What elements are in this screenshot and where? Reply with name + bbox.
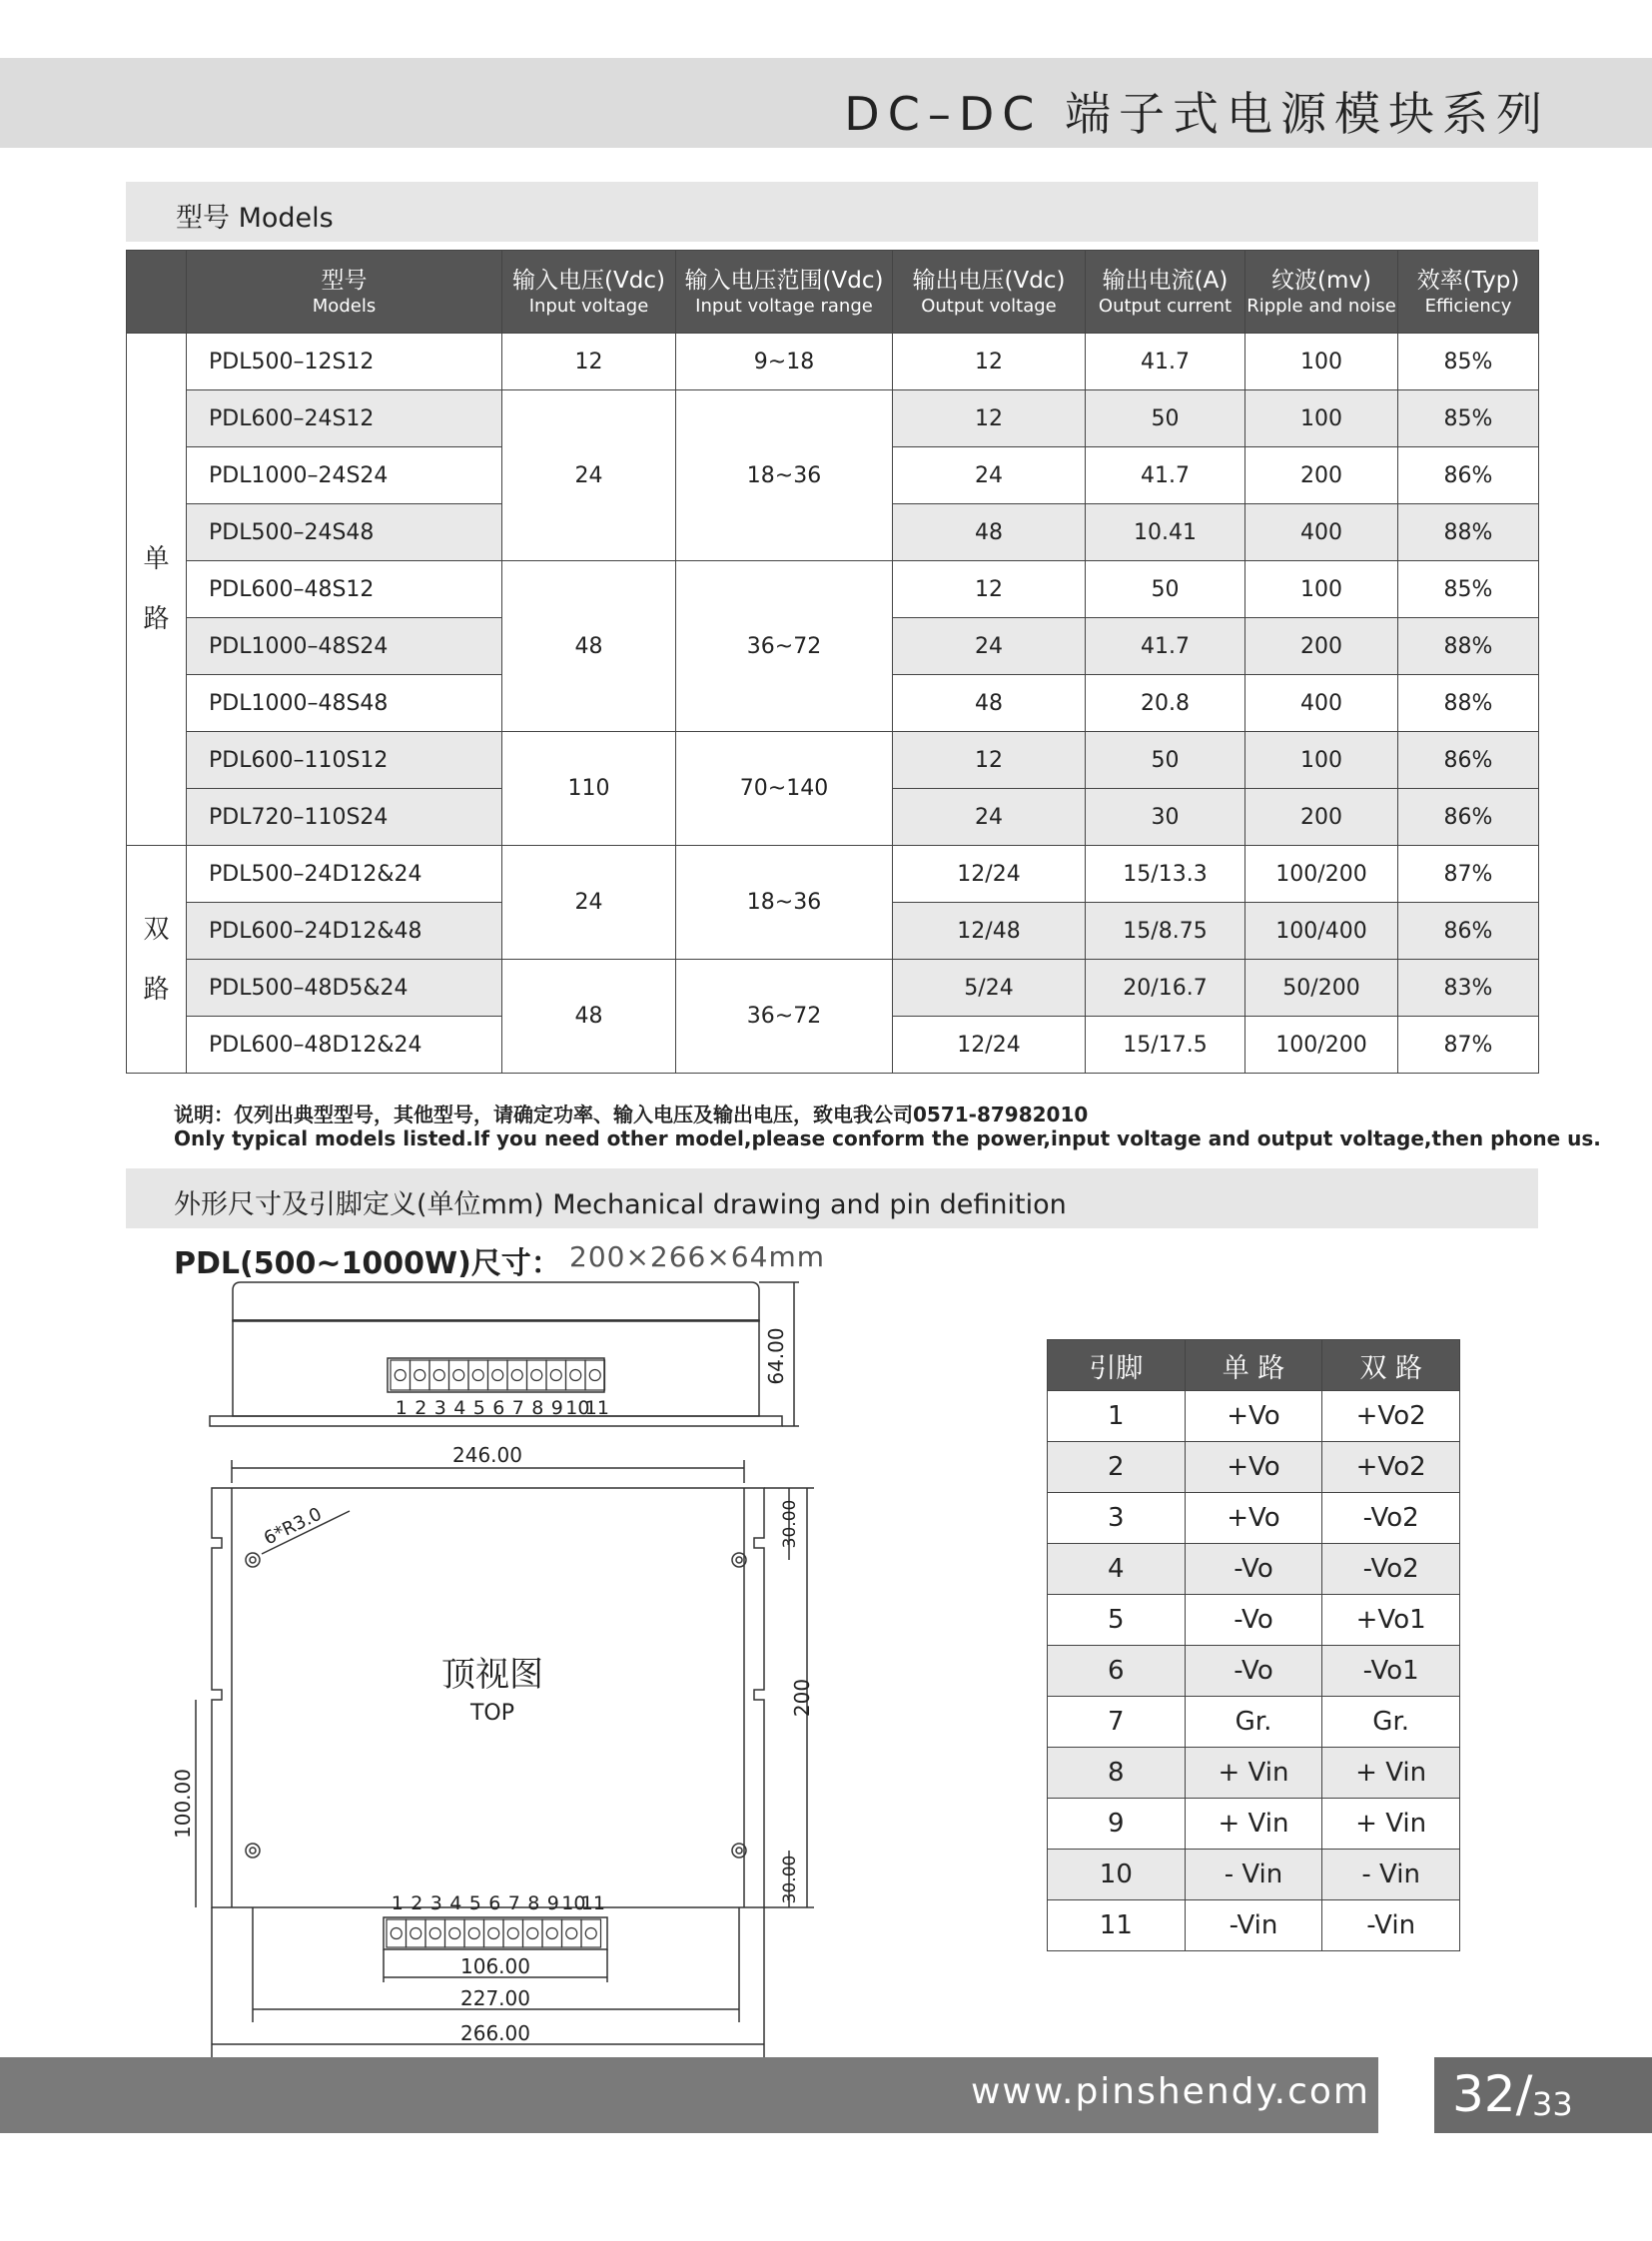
pin-circle xyxy=(507,1928,518,1939)
pin-number-label: 4 xyxy=(449,1892,462,1914)
pin-number-label: 11 xyxy=(580,1892,605,1914)
pin-cell xyxy=(468,1360,488,1390)
pin-row xyxy=(1048,1391,1460,1442)
pin-number-cell: 11 xyxy=(1048,1900,1186,1951)
single-cell: Gr. xyxy=(1185,1697,1322,1748)
vout-cell: 24 xyxy=(893,789,1086,846)
pin-number-label: 3 xyxy=(433,1397,446,1419)
group-dual: 双 路 xyxy=(127,846,187,1074)
dim-64-label: 64.00 xyxy=(764,1327,788,1385)
models-section-label: 型号 Models xyxy=(176,203,334,234)
eff-cell: 86% xyxy=(1398,732,1539,789)
single-cell: + Vin xyxy=(1185,1799,1322,1850)
pin-circle xyxy=(449,1928,460,1939)
pin-cell xyxy=(585,1360,605,1390)
pin-number-label: 7 xyxy=(507,1892,520,1914)
ripple-cell: 100/400 xyxy=(1245,903,1398,960)
ripple-cell: 50/200 xyxy=(1245,960,1398,1017)
header-input-range: 输入电压范围(Vdc) Input voltage range xyxy=(676,251,893,334)
pin-cell xyxy=(391,1360,411,1390)
hole-label: 6*R3.0 xyxy=(260,1503,326,1550)
pin-row xyxy=(1048,1748,1460,1799)
pin-number-cell: 2 xyxy=(1048,1442,1186,1493)
bottom-pin-terminals xyxy=(387,1919,601,1947)
range-cell: 18~36 xyxy=(676,390,893,561)
iout-cell: 50 xyxy=(1086,561,1245,618)
ripple-cell: 200 xyxy=(1245,447,1398,504)
dim-30-top-label: 30.00 xyxy=(780,1499,800,1549)
model-cell: PDL500–12S12 xyxy=(187,334,502,390)
pin-circle xyxy=(472,1370,483,1381)
dual-cell: -Vin xyxy=(1322,1900,1460,1951)
table-row xyxy=(127,390,1539,447)
vin-cell: 24 xyxy=(502,390,676,561)
vout-cell: 24 xyxy=(893,447,1086,504)
top-view-outline xyxy=(212,1488,764,1907)
iout-cell: 15/17.5 xyxy=(1086,1017,1245,1074)
model-cell: PDL500–24S48 xyxy=(187,504,502,561)
pin-number-label: 6 xyxy=(488,1892,501,1914)
bottom-terminal-block xyxy=(384,1917,607,1949)
pin-number-label: 6 xyxy=(492,1397,505,1419)
eff-cell: 85% xyxy=(1398,561,1539,618)
group-single: 单 路 xyxy=(127,334,187,846)
iout-cell: 50 xyxy=(1086,390,1245,447)
range-cell: 9~18 xyxy=(676,334,893,390)
pin-circle xyxy=(492,1370,503,1381)
mechanical-drawing xyxy=(0,1268,899,2057)
pin-number-cell: 10 xyxy=(1048,1850,1186,1900)
page-number-box xyxy=(1434,2057,1652,2133)
pin-number-label: 7 xyxy=(511,1397,524,1419)
eff-cell: 85% xyxy=(1398,334,1539,390)
footer-url: www.pinshendy.com xyxy=(970,2071,1370,2112)
single-header: 单 路 xyxy=(1185,1340,1322,1391)
pin-cell xyxy=(542,1919,562,1947)
iout-cell: 15/8.75 xyxy=(1086,903,1245,960)
pin-cell xyxy=(503,1919,523,1947)
dual-cell: + Vin xyxy=(1322,1799,1460,1850)
mount-hole xyxy=(246,1844,260,1858)
pin-circle xyxy=(511,1370,522,1381)
pin-row xyxy=(1048,1799,1460,1850)
pin-cell xyxy=(484,1919,504,1947)
ripple-cell: 200 xyxy=(1245,789,1398,846)
model-cell: PDL500–24D12&24 xyxy=(187,846,502,903)
pin-cell xyxy=(527,1360,547,1390)
pin-number-label: 11 xyxy=(584,1397,609,1419)
pin-circle xyxy=(550,1370,561,1381)
pin-circle xyxy=(585,1928,596,1939)
pin-number-label: 5 xyxy=(472,1397,485,1419)
eff-cell: 87% xyxy=(1398,846,1539,903)
pin-cell xyxy=(387,1919,407,1947)
models-table xyxy=(126,250,1539,1074)
vin-cell: 110 xyxy=(502,732,676,846)
pin-row xyxy=(1048,1850,1460,1900)
model-cell: PDL600–48D12&24 xyxy=(187,1017,502,1074)
ripple-cell: 100/200 xyxy=(1245,1017,1398,1074)
note-zh: 说明：仅列出典型型号，其他型号，请确定功率、输入电压及输出电压，致电我公司0571-87982010 xyxy=(174,1103,1089,1126)
pin-cell xyxy=(449,1360,469,1390)
single-cell: +Vo xyxy=(1185,1493,1322,1544)
pin-cell xyxy=(546,1360,566,1390)
model-cell: PDL1000–48S24 xyxy=(187,618,502,675)
dim-200-label: 200 xyxy=(790,1678,814,1718)
pin-number-cell: 5 xyxy=(1048,1595,1186,1646)
vout-cell: 12/48 xyxy=(893,903,1086,960)
pin-cell xyxy=(581,1919,601,1947)
pin-circle xyxy=(391,1928,402,1939)
iout-cell: 50 xyxy=(1086,732,1245,789)
model-cell: PDL600–48S12 xyxy=(187,561,502,618)
ripple-cell: 400 xyxy=(1245,675,1398,732)
ripple-cell: 100/200 xyxy=(1245,846,1398,903)
pin-cell xyxy=(445,1919,465,1947)
dim-246-label: 246.00 xyxy=(452,1443,522,1467)
pin-circle xyxy=(453,1370,464,1381)
dimension-title: PDL(500~1000W)尺寸： xyxy=(174,1246,561,1281)
model-cell: PDL500–48D5&24 xyxy=(187,960,502,1017)
dual-cell: - Vin xyxy=(1322,1850,1460,1900)
single-cell: -Vo xyxy=(1185,1544,1322,1595)
ripple-cell: 100 xyxy=(1245,390,1398,447)
pin-cell xyxy=(464,1919,484,1947)
pin-cell xyxy=(425,1919,445,1947)
vout-cell: 12 xyxy=(893,732,1086,789)
pin-circle xyxy=(414,1370,425,1381)
dual-cell: -Vo1 xyxy=(1322,1646,1460,1697)
side-view-top xyxy=(233,1282,759,1320)
pin-number-label: 9 xyxy=(546,1892,559,1914)
dual-cell: + Vin xyxy=(1322,1748,1460,1799)
table-row xyxy=(127,334,1539,390)
pin-number-cell: 1 xyxy=(1048,1391,1186,1442)
model-cell: PDL1000–48S48 xyxy=(187,675,502,732)
top-view-label: 顶视图 xyxy=(441,1655,543,1695)
eff-cell: 87% xyxy=(1398,1017,1539,1074)
table-row xyxy=(127,561,1539,618)
pin-number-cell: 4 xyxy=(1048,1544,1186,1595)
pin-number-cell: 6 xyxy=(1048,1646,1186,1697)
pin-circle xyxy=(546,1928,557,1939)
pin-number-label: 2 xyxy=(414,1397,427,1419)
pin-circle xyxy=(488,1928,499,1939)
range-cell: 70~140 xyxy=(676,732,893,846)
pin-number-label: 1 xyxy=(395,1397,408,1419)
dimension-size: 200×266×64mm xyxy=(569,1240,825,1273)
range-cell: 18~36 xyxy=(676,846,893,960)
pin-number-label: 10 xyxy=(561,1892,586,1914)
table-row xyxy=(127,846,1539,903)
note-en: Only typical models listed.If you need other model,please conform the power,input voltage and output voltage,then phone us. xyxy=(174,1126,1601,1150)
dim-100-label: 100.00 xyxy=(171,1769,195,1839)
pin-header: 引脚 xyxy=(1048,1340,1186,1391)
single-cell: -Vo xyxy=(1185,1595,1322,1646)
single-cell: -Vin xyxy=(1185,1900,1322,1951)
pin-row xyxy=(1048,1646,1460,1697)
eff-cell: 83% xyxy=(1398,960,1539,1017)
pin-cell xyxy=(562,1919,582,1947)
range-cell: 36~72 xyxy=(676,561,893,732)
pin-cell xyxy=(411,1360,430,1390)
dual-cell: +Vo2 xyxy=(1322,1442,1460,1493)
table-row xyxy=(127,960,1539,1017)
dim-30-bottom-label: 30.00 xyxy=(780,1855,800,1904)
pin-number-label: 1 xyxy=(391,1892,404,1914)
vout-cell: 12 xyxy=(893,390,1086,447)
iout-cell: 15/13.3 xyxy=(1086,846,1245,903)
pin-circle xyxy=(531,1370,542,1381)
page-total: 33 xyxy=(1532,2085,1573,2123)
pin-cell xyxy=(429,1360,449,1390)
header-output-voltage: 输出电压(Vdc) Output voltage xyxy=(893,251,1086,334)
vin-cell: 24 xyxy=(502,846,676,960)
mount-hole xyxy=(246,1553,260,1567)
vout-cell: 48 xyxy=(893,675,1086,732)
iout-cell: 41.7 xyxy=(1086,447,1245,504)
model-cell: PDL600–24S12 xyxy=(187,390,502,447)
side-terminal-block xyxy=(388,1358,604,1392)
eff-cell: 86% xyxy=(1398,447,1539,504)
pin-number-label: 3 xyxy=(429,1892,442,1914)
iout-cell: 20.8 xyxy=(1086,675,1245,732)
header-model: 型号 Models xyxy=(187,251,502,334)
bottom-pin-labels xyxy=(392,1892,605,1914)
dual-cell: -Vo2 xyxy=(1322,1493,1460,1544)
vout-cell: 5/24 xyxy=(893,960,1086,1017)
pin-row xyxy=(1048,1900,1460,1951)
dual-header: 双 路 xyxy=(1322,1340,1460,1391)
vout-cell: 12/24 xyxy=(893,846,1086,903)
iout-cell: 41.7 xyxy=(1086,618,1245,675)
pin-number-label: 8 xyxy=(527,1892,540,1914)
pin-circle xyxy=(411,1928,421,1939)
ripple-cell: 400 xyxy=(1245,504,1398,561)
vout-cell: 24 xyxy=(893,618,1086,675)
header-output-current: 输出电流(A) Output current xyxy=(1086,251,1245,334)
ripple-cell: 100 xyxy=(1245,334,1398,390)
pin-circle xyxy=(589,1370,600,1381)
pin-number-label: 9 xyxy=(550,1397,563,1419)
dim-266-label: 266.00 xyxy=(460,2021,530,2045)
pin-row xyxy=(1048,1697,1460,1748)
iout-cell: 10.41 xyxy=(1086,504,1245,561)
eff-cell: 86% xyxy=(1398,789,1539,846)
vout-cell: 12/24 xyxy=(893,1017,1086,1074)
side-pin-terminals xyxy=(391,1360,605,1390)
range-cell: 36~72 xyxy=(676,960,893,1074)
dual-cell: Gr. xyxy=(1322,1697,1460,1748)
pin-cell xyxy=(488,1360,508,1390)
model-cell: PDL720–110S24 xyxy=(187,789,502,846)
single-cell: - Vin xyxy=(1185,1850,1322,1900)
pin-definition-table xyxy=(1047,1339,1460,1951)
vout-cell: 12 xyxy=(893,561,1086,618)
pin-number-label: 8 xyxy=(531,1397,544,1419)
header-efficiency: 效率(Typ) Efficiency xyxy=(1398,251,1539,334)
header-corner xyxy=(127,251,187,334)
pin-number-cell: 9 xyxy=(1048,1799,1186,1850)
pin-cell xyxy=(407,1919,426,1947)
single-cell: +Vo xyxy=(1185,1391,1322,1442)
page-title: DC–DC 端子式电源模块系列 xyxy=(844,87,1550,141)
vin-cell: 48 xyxy=(502,561,676,732)
vin-cell: 48 xyxy=(502,960,676,1074)
ripple-cell: 100 xyxy=(1245,561,1398,618)
pin-circle xyxy=(566,1928,577,1939)
pin-circle xyxy=(570,1370,581,1381)
single-cell: +Vo xyxy=(1185,1442,1322,1493)
pin-row xyxy=(1048,1544,1460,1595)
dual-cell: -Vo2 xyxy=(1322,1544,1460,1595)
iout-cell: 20/16.7 xyxy=(1086,960,1245,1017)
pin-number-label: 10 xyxy=(565,1397,590,1419)
model-cell: PDL600–110S12 xyxy=(187,732,502,789)
drawing-section-bar xyxy=(126,1168,1538,1228)
dual-cell: +Vo2 xyxy=(1322,1391,1460,1442)
eff-cell: 88% xyxy=(1398,618,1539,675)
models-table-header xyxy=(127,251,1539,334)
pin-table-header xyxy=(1048,1340,1460,1391)
pin-circle xyxy=(433,1370,444,1381)
eff-cell: 88% xyxy=(1398,504,1539,561)
pin-cell xyxy=(507,1360,527,1390)
vout-cell: 48 xyxy=(893,504,1086,561)
pin-circle xyxy=(395,1370,406,1381)
iout-cell: 41.7 xyxy=(1086,334,1245,390)
vin-cell: 12 xyxy=(502,334,676,390)
pin-row xyxy=(1048,1442,1460,1493)
eff-cell: 88% xyxy=(1398,675,1539,732)
single-cell: -Vo xyxy=(1185,1646,1322,1697)
model-cell: PDL1000–24S24 xyxy=(187,447,502,504)
single-cell: + Vin xyxy=(1185,1748,1322,1799)
dim-227-label: 227.00 xyxy=(460,1986,530,2010)
pin-number-cell: 8 xyxy=(1048,1748,1186,1799)
side-view-line xyxy=(233,1320,759,1321)
header-ripple: 纹波(mv) Ripple and noise xyxy=(1245,251,1398,334)
pin-circle xyxy=(468,1928,479,1939)
pin-number-label: 5 xyxy=(468,1892,481,1914)
ripple-cell: 100 xyxy=(1245,732,1398,789)
pin-circle xyxy=(527,1928,538,1939)
header-input-voltage: 输入电压(Vdc) Input voltage xyxy=(502,251,676,334)
table-row xyxy=(127,732,1539,789)
drawing-section-label: 外形尺寸及引脚定义(单位mm) Mechanical drawing and pin definition xyxy=(174,1189,1067,1220)
pin-row xyxy=(1048,1595,1460,1646)
iout-cell: 30 xyxy=(1086,789,1245,846)
pin-row xyxy=(1048,1493,1460,1544)
dim-106-label: 106.00 xyxy=(460,1954,530,1978)
page-number: 32/ xyxy=(1452,2065,1533,2123)
pin-circle xyxy=(429,1928,440,1939)
models-section-bar xyxy=(126,182,1538,242)
top-view-en-label: TOP xyxy=(469,1701,515,1726)
dual-cell: +Vo1 xyxy=(1322,1595,1460,1646)
pin-number-label: 2 xyxy=(411,1892,423,1914)
pin-number-cell: 7 xyxy=(1048,1697,1186,1748)
ripple-cell: 200 xyxy=(1245,618,1398,675)
model-cell: PDL600–24D12&48 xyxy=(187,903,502,960)
vout-cell: 12 xyxy=(893,334,1086,390)
pin-number-label: 4 xyxy=(453,1397,466,1419)
pin-cell xyxy=(523,1919,543,1947)
pin-cell xyxy=(566,1360,586,1390)
eff-cell: 85% xyxy=(1398,390,1539,447)
eff-cell: 86% xyxy=(1398,903,1539,960)
pin-number-cell: 3 xyxy=(1048,1493,1186,1544)
